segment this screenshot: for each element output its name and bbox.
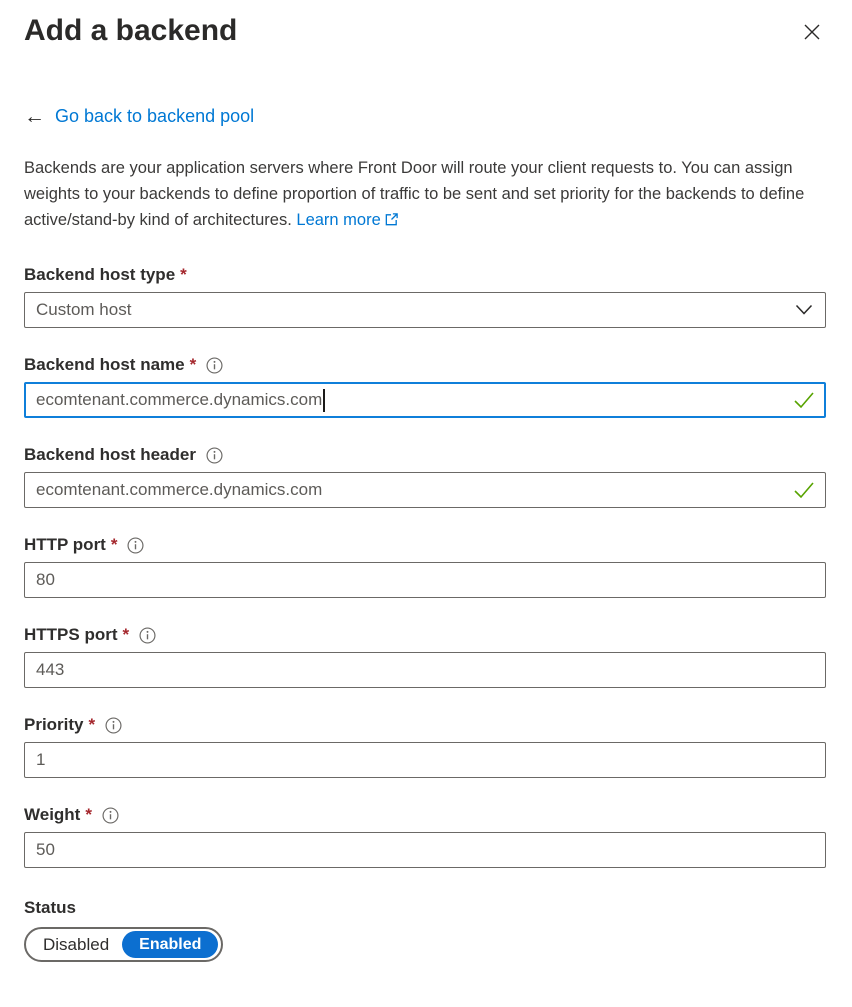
priority-input[interactable] [24, 742, 826, 778]
http-port-input[interactable] [24, 562, 826, 598]
status-option-disabled[interactable]: Disabled [43, 934, 110, 954]
status-option-enabled[interactable]: Enabled [122, 931, 218, 958]
field-label: Backend host type [24, 265, 176, 284]
page-title: Add a backend [24, 14, 238, 47]
valid-check-icon [793, 481, 815, 499]
field-label: Priority [24, 715, 84, 734]
go-back-link[interactable]: Go back to backend pool [55, 106, 255, 126]
info-icon[interactable] [206, 447, 223, 464]
required-marker: * [88, 715, 96, 734]
field-https-port [24, 625, 826, 688]
dropdown-selected-value: Custom host [36, 300, 132, 319]
panel-header [24, 14, 826, 48]
required-marker: * [122, 625, 130, 644]
panel-description [24, 155, 826, 235]
close-icon [802, 30, 822, 45]
field-label: Backend host header [24, 445, 196, 464]
field-label: Weight [24, 805, 81, 824]
info-icon[interactable] [206, 357, 223, 374]
info-icon[interactable] [127, 537, 144, 554]
form-fields [24, 265, 826, 868]
status-toggle[interactable] [24, 927, 223, 962]
status-label: Status [24, 898, 76, 917]
required-marker: * [180, 265, 187, 284]
required-marker: * [85, 805, 92, 824]
field-label: Backend host name [24, 355, 185, 374]
field-weight [24, 805, 826, 868]
field-priority [24, 715, 826, 778]
field-status [24, 898, 826, 962]
close-button[interactable] [802, 22, 822, 42]
info-icon[interactable] [139, 627, 156, 644]
text-caret [323, 389, 325, 412]
https-port-input[interactable] [24, 652, 826, 688]
external-link-icon [384, 209, 399, 235]
field-backend-host-type [24, 265, 826, 328]
back-navigation[interactable] [24, 106, 826, 127]
field-http-port [24, 535, 826, 598]
field-label: HTTPS port [24, 625, 118, 644]
input-value: ecomtenant.commerce.dynamics.com [36, 390, 323, 409]
field-backend-host-header [24, 445, 826, 508]
info-icon[interactable] [105, 717, 122, 734]
weight-input[interactable] [24, 832, 826, 868]
learn-more-link[interactable]: Learn more [296, 211, 398, 229]
description-text: Backends are your application servers where Front Door will route your client requests to. You can assign weights to your backends to define proportion of traffic to be sent and set priority for the backends to define active/stand-by kind of architectures. [24, 159, 805, 229]
backend-host-name-input[interactable] [24, 382, 826, 418]
field-backend-host-name [24, 355, 826, 418]
field-label: HTTP port [24, 535, 106, 554]
backend-host-type-dropdown[interactable] [24, 292, 826, 328]
info-icon[interactable] [102, 807, 119, 824]
required-marker: * [189, 355, 197, 374]
back-arrow-icon: ← [24, 105, 45, 128]
valid-check-icon [793, 391, 815, 409]
backend-host-header-input[interactable] [24, 472, 826, 508]
required-marker: * [110, 535, 118, 554]
